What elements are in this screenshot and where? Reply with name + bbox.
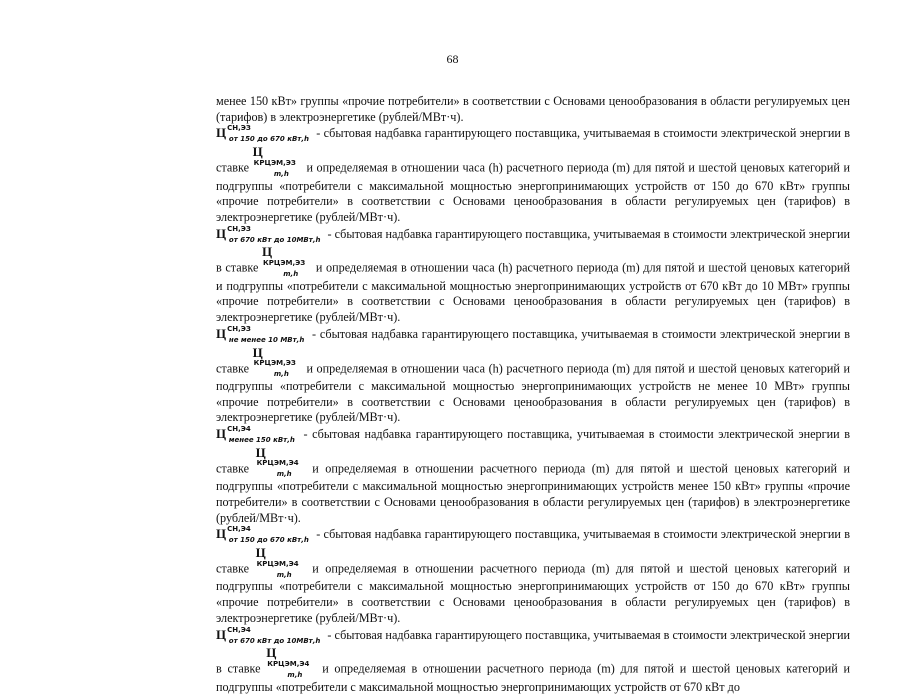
paragraph-text: и определяемая в отношении часа (h) расчетного периода (m) для пятой и шестой ценовых категорий и подгруппы «потребители с максимальной мощностью энергопринимающих устройств не менее 10 МВт» группы «прочие потребители» в соответствии с Основами ценообразования в области регулируемых цен (тарифов) в электроэнергетике (рублей/МВт·ч).: [216, 361, 850, 424]
paragraph-definition: [216, 125, 850, 225]
rate-symbol: $Ц^{КРЦЭМ,ЭЗ}_{m,h}$: [253, 144, 301, 178]
paragraph-intro: [216, 94, 850, 125]
tariff-symbol: $Ц^{СН,Э4}_{менее 150 кВт,h}$: [216, 426, 297, 445]
paragraph-text: и определяемая в отношении часа (h) расчетного периода (m) для пятой и шестой ценовых категорий и подгруппы «потребители с максимальной мощностью энергопринимающих устройств от 670 кВт до 10 МВт» группы «прочие потребители» в соответствии с Основами ценообразования в области регулируемых цен (тарифов) в электроэнергетике (рублей/МВт·ч).: [216, 261, 850, 324]
paragraph-text: - сбытовая надбавка гарантирующего поставщика, учитываемая в стоимости электрической энергии в ставке: [216, 327, 850, 375]
paragraph-text: - сбытовая надбавка гарантирующего поставщика, учитываемая в стоимости электрической энергии в ставке: [216, 527, 850, 575]
document-body: [216, 94, 850, 695]
rate-symbol: $Ц^{КРЦЭМ,Э4}_{m,h}$: [256, 445, 304, 479]
paragraph-text: - сбытовая надбавка гарантирующего поставщика, учитываемая в стоимости электрической энергии в ставке: [216, 427, 850, 475]
paragraph-text: менее 150 кВт» группы «прочие потребители» в соответствии с Основами ценообразования в области регулируемых цен (тарифов) в электроэнергетике (рублей/МВт·ч).: [216, 94, 850, 124]
paragraph-definition: [216, 627, 850, 695]
paragraph-text: - сбытовая надбавка гарантирующего поставщика, учитываемая в стоимости электрической энергии в ставке: [216, 227, 850, 275]
paragraph-text: и определяемая в отношении расчетного периода (m) для пятой и шестой ценовых категорий и подгруппы «потребители с максимальной мощностью энергопринимающих устройств от 150 до 670 кВт» группы «прочие потребители» в соответствии с Основами ценообразования в области регулируемых цен (тарифов) в электроэнергетике (рублей/МВт·ч).: [216, 562, 850, 625]
paragraph-text: и определяемая в отношении расчетного периода (m) для пятой и шестой ценовых категорий и подгруппы «потребители с максимальной мощностью энергопринимающих устройств от 670 кВт до: [216, 662, 850, 694]
tariff-symbol: $Ц^{СН,ЭЗ}_{не менее 10 МВт,h}$: [216, 326, 306, 345]
paragraph-text: - сбытовая надбавка гарантирующего поставщика, учитываемая в стоимости электрической энергии в ставке: [216, 126, 850, 174]
paragraph-definition: [216, 526, 850, 626]
tariff-symbol: $Ц^{СН,ЭЗ}_{от 150 до 670 кВт,h}$: [216, 125, 311, 144]
paragraph-definition: [216, 426, 850, 526]
tariff-symbol: $Ц^{СН,Э4}_{от 670 кВт до 10МВт,h}$: [216, 627, 322, 646]
paragraph-definition: [216, 226, 850, 326]
page-number: 68: [0, 52, 905, 67]
tariff-symbol: $Ц^{СН,Э4}_{от 150 до 670 кВт,h}$: [216, 526, 311, 545]
tariff-symbol: $Ц^{СН,ЭЗ}_{от 670 кВт до 10МВт,h}$: [216, 226, 322, 245]
paragraph-text: - сбытовая надбавка гарантирующего поставщика, учитываемая в стоимости электрической энергии в ставке: [216, 628, 850, 676]
rate-symbol: $Ц^{КРЦЭМ,ЭЗ}_{m,h}$: [253, 345, 301, 379]
rate-symbol: $Ц^{КРЦЭМ,ЭЗ}_{m,h}$: [262, 244, 310, 278]
rate-symbol: $Ц^{КРЦЭМ,Э4}_{m,h}$: [266, 645, 314, 679]
rate-symbol: $Ц^{КРЦЭМ,Э4}_{m,h}$: [256, 545, 304, 579]
paragraph-text: и определяемая в отношении расчетного периода (m) для пятой и шестой ценовых категорий и подгруппы «потребители с максимальной мощностью энергопринимающих устройств менее 150 кВт» группы «прочие потребители» в соответствии с Основами ценообразования в области регулируемых цен (тарифов) в электроэнергетике (рублей/МВт·ч).: [216, 461, 850, 524]
paragraph-text: и определяемая в отношении часа (h) расчетного периода (m) для пятой и шестой ценовых категорий и подгруппы «потребители с максимальной мощностью энергопринимающих устройств от 150 до 670 кВт» группы «прочие потребители» в соответствии с Основами ценообразования в области регулируемых цен (тарифов) в электроэнергетике (рублей/МВт·ч).: [216, 161, 850, 224]
paragraph-definition: [216, 326, 850, 426]
